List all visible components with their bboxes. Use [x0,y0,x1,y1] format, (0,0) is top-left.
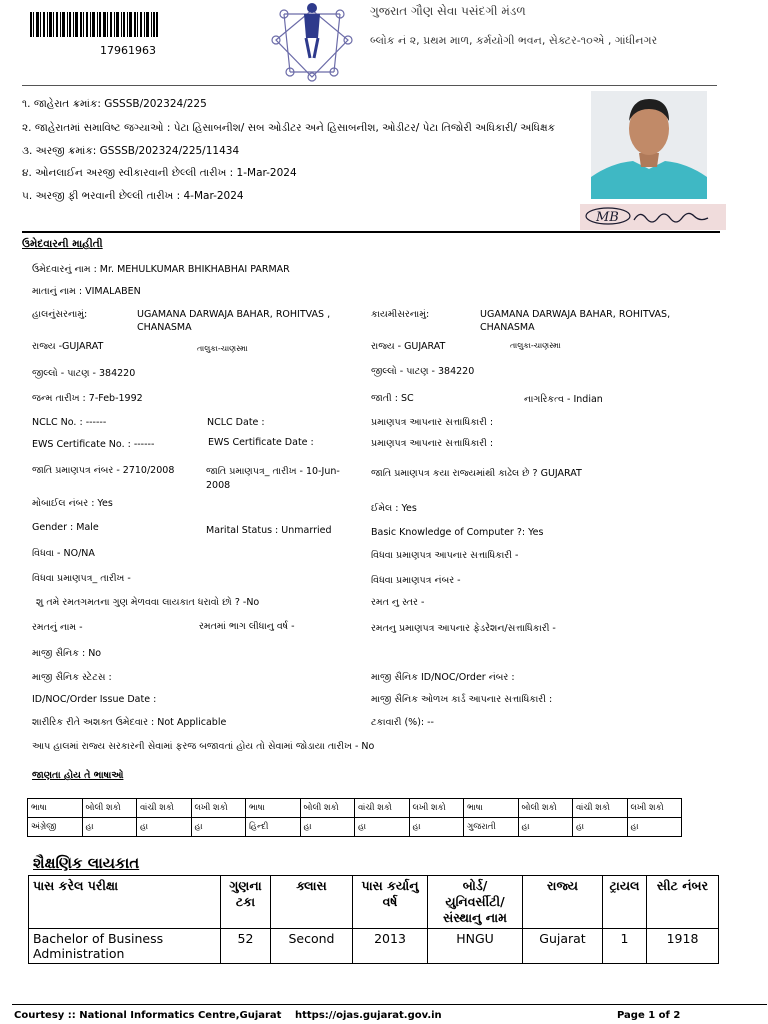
edu-header-exam: પાસ કરેલ પરીક્ષા [29,876,221,929]
lang-cell: હા [409,818,464,837]
ews-date: EWS Certificate Date : [208,437,314,448]
ex-serviceman-id: માજી સૈનિક ID/NOC/Order નંબર : [371,672,515,683]
footer-courtesy: Courtesy :: National Informatics Centre,Gujarat [14,1010,282,1021]
widow-status: વિધવા - NO/NA [32,548,95,559]
languages-data-row [28,818,682,837]
taluka-permanent: તાલુકા-ચાણસ્મા [510,341,561,350]
org-name: ગુજરાત ગૌણ સેવા પસંદગી મંડળ [370,4,526,18]
ex-serviceman-status: માજી સૈનિક સ્ટેટસ : [32,672,112,683]
lang-header-cell: બોલી શકો [518,799,573,818]
education-data-row [29,929,719,964]
svg-text:MB: MB [596,210,619,225]
edu-header-seat: સીટ નંબર [647,876,719,929]
nclc-authority: પ્રમાણપત્ર આપનાર સત્તાધિકારી : [371,417,494,428]
education-section-title: શૈક્ષણિક લાયકાત [33,854,140,872]
lang-header-cell: ભાષા [464,799,519,818]
edu-exam: Bachelor of Business Administration [29,929,221,964]
edu-year: 2013 [353,929,428,964]
education-table [28,875,719,964]
sports-question: શુ તમે રમતગમતના ગુણ મેળવવા લાયકાત ધરાવો છો ? -No [36,597,260,608]
edu-header-percent: ગુણના ટકા [221,876,271,929]
sports-level: રમત નુ સ્તર - [371,597,425,608]
footer-divider [12,1004,767,1005]
lang-cell: હા [82,818,137,837]
permanent-address-label: કાયમીસરનામું: [371,309,430,320]
advert-line-5: ૫. અરજી ફી ભરવાની છેલ્લી તારીખ : 4-Mar-2024 [22,190,244,202]
advert-line-4: ૪. ઓનલાઈન અરજી સ્વીકારવાની છેલ્લી તારીખ : 1-Mar-2024 [22,167,297,179]
advert-line-1: ૧. જાહેરાત ક્રમાંક: GSSSB/202324/225 [22,98,207,110]
permanent-address: UGAMANA DARWAJA BAHAR, ROHITVAS, CHANASMA [480,309,671,333]
lang-cell: હા [573,818,628,837]
taluka-current: તાલુકા-ચાણસ્મા [197,344,248,353]
caste-certificate-date: જાતિ પ્રમાણપત્ર_ તારીખ - 10-Jun-2008 [206,466,340,491]
widow-certificate-date: વિધવા પ્રમાણપત્ર_ તારીખ - [32,573,131,584]
lang-header-cell: લખી શકો [191,799,246,818]
edu-class: Second [271,929,353,964]
ex-serviceman-authority: માજી સૈનિક ઓળખ કાર્ડ આપનાર સત્તાધિકારી : [371,694,553,705]
ews-number: EWS Certificate No. : ------ [32,439,155,450]
caste: જાતી : SC [371,393,414,404]
current-address-label: હાલનુંસરનામું: [32,309,88,320]
header-divider [22,85,717,86]
lang-cell: હા [355,818,410,837]
marital-status: Marital Status : Unmarried [206,525,332,536]
current-address: UGAMANA DARWAJA BAHAR, ROHITVAS , CHANASMA [137,309,331,333]
mobile-number: મોબાઈલ નંબર : Yes [32,498,113,509]
lang-cell: હા [518,818,573,837]
lang-header-cell: ભાષા [246,799,301,818]
languages-header-row [28,799,682,818]
edu-seat: 1918 [647,929,719,964]
district-current: જીલ્લો - પાટણ - 384220 [32,368,136,379]
languages-section-title: જાણતા હોય તે ભાષાઓ [32,770,124,781]
advert-line-3: ૩. અરજી ક્રમાંક: GSSSB/202324/225/11434 [22,145,240,157]
edu-header-trial: ટ્રાયલ [603,876,647,929]
ex-serviceman: માજી સૈનિક : No [32,648,102,659]
advert-line-2: ૨. જાહેરાતમાં સમાવિષ્ટ જગ્યાઓ : પેટા હિસાબનીશ/ સબ ઓડીટર અને હિસાબનીશ, ઓડીટર/ પેટા તિજોરી અધિકારી/ અધિક્ષક [22,122,555,134]
sports-participation-year: રમતમાં ભાગ લીધાનુ વર્ષ - [199,621,295,632]
lang-header-cell: વાંચી શકો [573,799,628,818]
org-address: બ્લોક નં ૨, પ્રથમ માળ, કર્મયોગી ભવન, સેક્ટર-૧૦એ , ગાંધીનગર [370,34,658,47]
ex-serviceman-issue-date: ID/NOC/Order Issue Date : [32,694,157,705]
candidate-name: ઉમેદવારનું નામ : Mr. MEHULKUMAR BHIKHABHAI PARMAR [32,264,290,275]
lang-header-cell: વાંચી શકો [355,799,410,818]
footer-ojas-link[interactable]: https://ojas.gujarat.gov.in [295,1010,442,1021]
nationality: નાગરિકત્વ - Indian [524,394,603,405]
caste-certificate-number: જાતિ પ્રમાણપત્ર નંબર - 2710/2008 [32,465,175,476]
languages-table [27,798,682,837]
education-header-row [29,876,719,929]
sports-authority: રમતનુ પ્રમાણપત્ર આપનાર ફેડરેશન/સત્તાધિકારી - [371,623,556,634]
physical-disability: શારીરિક રીતે અશક્ત ઉમેદવાર : Not Applicable [32,717,227,728]
govt-service-date: આપ હાલમાં રાજ્ય સરકારની સેવામાં ફરજ બજાવતાં હોય તો સેવામાં જોડાયા તારીખ - No [32,741,375,752]
edu-header-state: રાજ્ય [523,876,603,929]
nclc-number: NCLC No. : ------ [32,417,107,428]
barcode-number: 17961963 [100,44,156,57]
lang-header-cell: બોલી શકો [82,799,137,818]
caste-certificate-state: જાતિ પ્રમાણપત્ર કયા રાજ્યમાંથી કાઢેલ છે ? GUJARAT [371,468,582,479]
edu-board: HNGU [428,929,523,964]
disability-percent: ટકાવારી (%): -- [371,717,434,728]
nclc-date: NCLC Date : [207,417,265,428]
edu-header-class: ક્લાસ [271,876,353,929]
candidate-photo [591,91,707,199]
lang-header-cell: લખી શકો [409,799,464,818]
lang-cell: હા [300,818,355,837]
widow-certificate-authority: વિધવા પ્રમાણપત્ર આપનાર સત્તાધિકારી - [371,550,519,561]
section-divider [22,231,720,233]
gender: Gender : Male [32,522,99,533]
email: ઈમેલ : Yes [371,503,417,514]
lang-cell: હા [137,818,192,837]
ews-authority: પ્રમાણપત્ર આપનાર સત્તાધિકારી : [371,438,494,449]
edu-header-year: પાસ કર્યાનુ વર્ષ [353,876,428,929]
barcode [30,12,158,37]
mother-name: માતાનું નામ : VIMALABEN [32,286,141,297]
lang-cell: હિન્દી [246,818,301,837]
state-permanent: રાજ્ય - GUJARAT [371,341,446,352]
lang-header-cell: ભાષા [28,799,83,818]
lang-cell: અંગ્રેજી [28,818,83,837]
edu-trial: 1 [603,929,647,964]
candidate-section-title: ઉમેદવારની માહીતી [22,238,103,250]
lang-cell: ગુજરાતી [464,818,519,837]
lang-cell: હા [627,818,682,837]
district-permanent: જીલ્લો - પાટણ - 384220 [371,366,475,377]
lang-header-cell: વાંચી શકો [137,799,192,818]
lang-header-cell: બોલી શકો [300,799,355,818]
sports-name: રમતનું નામ - [32,622,83,633]
lang-header-cell: લખી શકો [627,799,682,818]
edu-header-board: બોર્ડ/ યુનિવર્સીટી/ સંસ્થાનુ નામ [428,876,523,929]
state-current: રાજ્ય -GUJARAT [32,341,104,352]
gsssb-logo [266,0,358,82]
lang-cell: હા [191,818,246,837]
footer-page-number: Page 1 of 2 [617,1010,681,1021]
edu-state: Gujarat [523,929,603,964]
candidate-signature [580,204,726,230]
edu-percent: 52 [221,929,271,964]
date-of-birth: જન્મ તારીખ : 7-Feb-1992 [32,393,143,404]
widow-certificate-number: વિધવા પ્રમાણપત્ર નંબર - [371,575,461,586]
computer-knowledge: Basic Knowledge of Computer ?: Yes [371,527,544,538]
